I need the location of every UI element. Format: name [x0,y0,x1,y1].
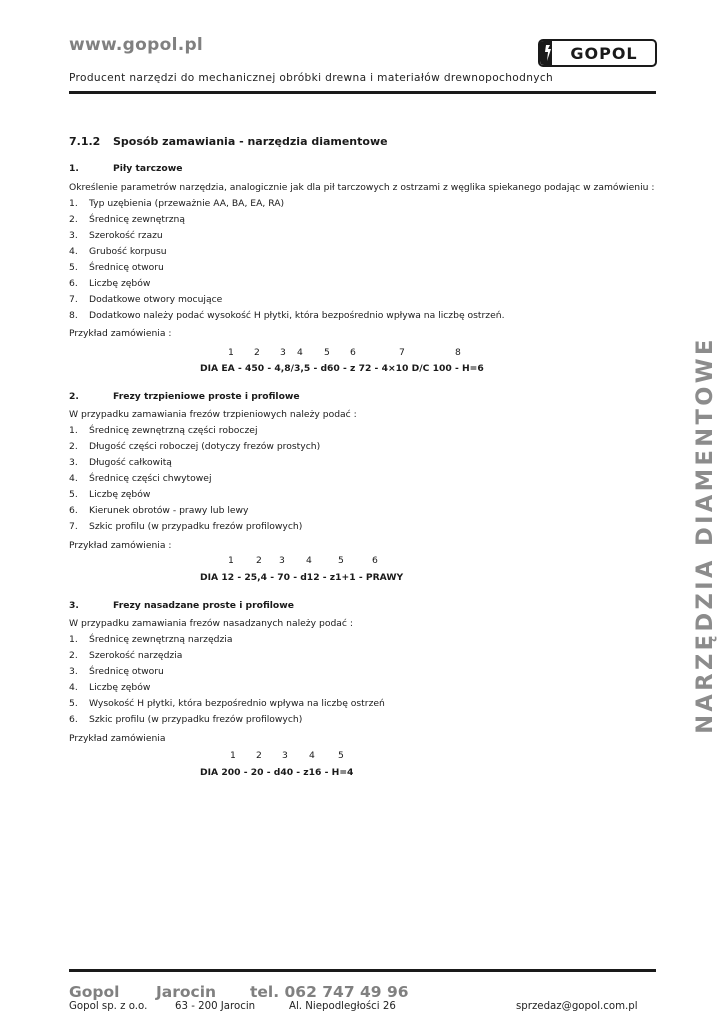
footer-company: Gopol [69,983,120,1001]
block-2-heading [69,391,300,402]
example-number: 3 [279,555,285,566]
example-number: 2 [256,750,262,761]
list-item: 7. Szkic profilu (w przypadku frezów profilowych) [69,521,303,532]
list-item: 5. Wysokość H płytki, która bezpośrednio wpływa na liczbę ostrzeń [69,698,385,709]
block-1-number: 1. [69,163,79,174]
block-2-title: Frezy trzpieniowe proste i profilowe [113,391,300,402]
example-number: 1 [228,555,234,566]
example-number: 4 [309,750,315,761]
footer-email[interactable]: sprzedaz@gopol.com.pl [516,1001,638,1012]
list-item: 2. Szerokość narzędzia [69,650,183,661]
block-2-example-code: DIA 12 - 25,4 - 70 - d12 - z1+1 - PRAWY [200,572,404,583]
block-1-example-label: Przykład zamówienia : [69,328,172,339]
footer-phone: tel. 062 747 49 96 [250,983,409,1001]
list-item: 1. Typ uzębienia (przeważnie AA, BA, EA, RA) [69,198,285,209]
section-title-text: Sposób zamawiania - narzędzia diamentowe [113,135,388,148]
footer-divider [69,969,656,972]
list-item: 7. Dodatkowe otwory mocujące [69,294,223,305]
list-item: 2. Długość części roboczej (dotyczy frezów prostych) [69,441,321,452]
block-2-intro: W przypadku zamawiania frezów trzpieniowych należy podać : [69,409,357,420]
example-number: 6 [372,555,378,566]
example-number: 7 [399,347,405,358]
example-number: 1 [228,347,234,358]
header-divider [69,91,656,94]
block-3-example-code: DIA 200 - 20 - d40 - z16 - H=4 [200,767,354,778]
list-item: 2. Średnicę zewnętrzną [69,214,186,225]
block-3-heading [69,600,294,611]
example-number: 2 [254,347,260,358]
block-1-intro: Określenie parametrów narzędzia, analogicznie jak dla pił tarczowych z ostrzami z węglika spiekanego podając w zamówieniu : [69,182,655,193]
example-number: 5 [324,347,330,358]
list-item: 8. Dodatkowo należy podać wysokość H płytki, która bezpośrednio wpływa na liczbę ostrzeń. [69,310,505,321]
side-label-text: NARZĘDZIA DIAMENTOWE [692,336,718,734]
example-number: 3 [280,347,286,358]
example-number: 4 [306,555,312,566]
footer-street: Al. Niepodległości 26 [289,1001,396,1012]
tagline: Producent narzędzi do mechanicznej obróbki drewna i materiałów drewnopochodnych [69,72,554,84]
footer-legal-name: Gopol sp. z o.o. [69,1001,148,1012]
list-item: 5. Średnicę otworu [69,262,164,273]
block-3-number: 3. [69,600,79,611]
block-2-number: 2. [69,391,79,402]
list-item: 6. Szkic profilu (w przypadku frezów profilowych) [69,714,303,725]
block-1-heading [69,163,182,174]
list-item: 1. Średnicę zewnętrzną narzędzia [69,634,233,645]
list-item: 6. Kierunek obrotów - prawy lub lewy [69,505,249,516]
list-item: 4. Grubość korpusu [69,246,167,257]
list-item: 6. Liczbę zębów [69,278,151,289]
example-number: 8 [455,347,461,358]
example-number: 2 [256,555,262,566]
website-url: www.gopol.pl [69,35,204,55]
list-item: 5. Liczbę zębów [69,489,151,500]
section-title [69,135,388,148]
list-item: 3. Długość całkowitą [69,457,172,468]
logo-text: GOPOL [570,44,638,63]
gopol-logo [538,39,657,67]
section-number: 7.1.2 [69,135,101,148]
block-2-example-label: Przykład zamówienia : [69,540,172,551]
example-number: 6 [350,347,356,358]
example-number: 5 [338,555,344,566]
list-item: 4. Liczbę zębów [69,682,151,693]
side-label [690,310,720,760]
list-item: 4. Średnicę części chwytowej [69,473,212,484]
footer-city: Jarocin [156,983,217,1001]
example-number: 3 [282,750,288,761]
block-1-title: Piły tarczowe [113,163,183,174]
list-item: 3. Szerokość rzazu [69,230,163,241]
block-3-example-label: Przykład zamówienia [69,733,166,744]
list-item: 3. Średnicę otworu [69,666,164,677]
example-number: 1 [230,750,236,761]
block-1-example-code: DIA EA - 450 - 4,8/3,5 - d60 - z 72 - 4×10 D/C 100 - H=6 [200,363,484,374]
block-3-intro: W przypadku zamawiania frezów nasadzanych należy podać : [69,618,353,629]
block-3-title: Frezy nasadzane proste i profilowe [113,600,294,611]
list-item: 1. Średnicę zewnętrzną części roboczej [69,425,258,436]
footer-postal: 63 - 200 Jarocin [175,1001,256,1012]
example-number: 4 [297,347,303,358]
example-number: 5 [338,750,344,761]
